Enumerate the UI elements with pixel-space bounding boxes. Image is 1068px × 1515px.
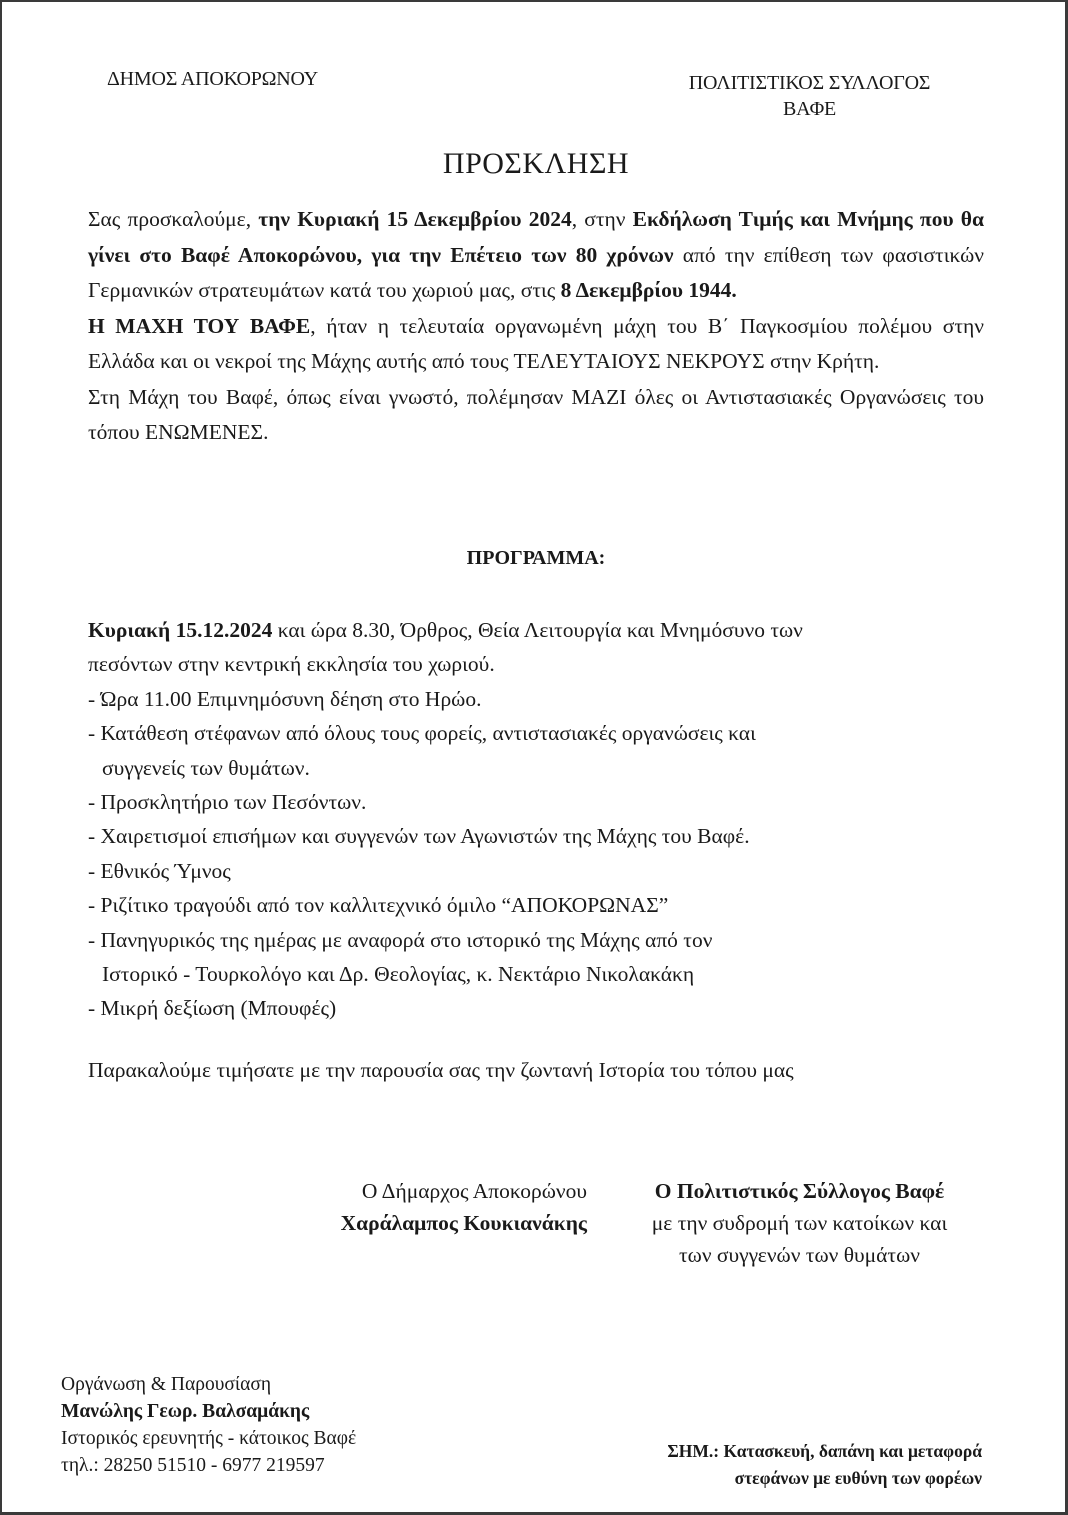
association-note-line1: με την συδρομή των κατοίκων και [651,1211,948,1235]
battle-name: Η ΜΑΧΗ ΤΟΥ ΒΑΦΕ [88,313,311,338]
program-item [88,613,984,647]
intro-text [88,202,984,451]
intro-paragraph-1 [88,202,984,309]
organizer-label: Οργάνωση & Παρουσίαση [61,1374,272,1395]
mayor-signature [222,1175,587,1239]
municipality-header: ΔΗΜΟΣ ΑΠΟΚΟΡΩΝΟΥ [107,68,319,90]
event-date: την Κυριακή 15 Δεκεμβρίου 2024 [258,207,572,231]
intro-text-span: από την επίθεση των φασιστικών Γερμανικών στρατευμάτων κατά του χωριού μας, στις [88,242,984,302]
program-item: - Κατάθεση στέφανων από όλους τους φορείς, αντιστασιακές οργανώσεις και [88,721,756,746]
program-item: - Προσκλητήριο των Πεσόντων. [88,790,367,815]
mayor-name: Χαράλαμπος Κουκιανάκης [340,1211,587,1235]
association-header-line2: ΒΑΦΕ [783,98,836,120]
program-item-continuation: συγγενείς των θυμάτων. [102,755,310,780]
program-list [88,613,984,1026]
organizer-phone: τηλ.: 28250 51510 - 6977 219597 [61,1455,325,1476]
association-signature [602,1175,997,1271]
program-item: πεσόντων στην κεντρική εκκλησία του χωριού. [88,652,495,677]
intro-paragraph-2 [88,309,984,380]
intro-text-span: Σας προσκαλούμε, [88,207,259,231]
program-item: - Εθνικός Ύμνος [88,858,231,883]
association-note-line2: των συγγενών των θυμάτων [679,1243,920,1267]
page-title: ΠΡΟΣΚΛΗΣΗ [442,147,630,180]
program-item: - Μικρή δεξίωση (Μπουφές) [88,996,337,1021]
program-item-continuation: Ιστορικό - Τουρκολόγο και Δρ. Θεολογίας, κ. Νεκτάριο Νικολακάκη [102,962,695,987]
program-date: Κυριακή 15.12.2024 [88,618,273,642]
organizer-role: Ιστορικός ερευνητής - κάτοικος Βαφέ [61,1428,357,1449]
battle-date: 8 Δεκεμβρίου 1944. [560,278,737,302]
association-name: Ο Πολιτιστικός Σύλλογος Βαφέ [654,1179,945,1203]
wreath-note-line2: στεφάνων με ευθύνη των φορέων [734,1468,982,1488]
mayor-role: Ο Δήμαρχος Αποκορώνου [361,1179,587,1203]
organizer-block [61,1371,356,1479]
association-header [652,70,967,122]
intro-paragraph-3: Στη Μάχη του Βαφέ, όπως είναι γνωστό, πολέμησαν ΜΑΖΙ όλες οι Αντιστασιακές Οργανώσεις του τόπου ΕΝΩΜΕΝΕΣ. [88,384,984,444]
program-title: ΠΡΟΓΡΑΜΜΑ: [466,547,606,569]
wreath-note-line1: ΣΗΜ.: Κατασκευή, δαπάνη και μεταφορά [667,1441,982,1461]
intro-text-span: , στην [571,207,633,231]
program-item: - Ώρα 11.00 Επιμνημόσυνη δέηση στο Ηρώο. [88,686,482,711]
program-item: - Πανηγυρικός της ημέρας με αναφορά στο ιστορικό της Μάχης από τον [88,927,713,952]
event-name: Εκδήλωση Τιμής και Μνήμης που θα γίνει στο Βαφέ Αποκορώνου, για την Επέτειο των 80 χρόνων [88,207,985,267]
association-header-line1: ΠΟΛΙΤΙΣΤΙΚΟΣ ΣΥΛΛΟΓΟΣ [688,72,931,94]
wreath-note [562,1438,982,1492]
organizer-name: Μανώλης Γεωρ. Βαλσαμάκης [61,1401,310,1422]
program-item: - Χαιρετισμοί επισήμων και συγγενών των Αγωνιστών της Μάχης του Βαφέ. [88,824,750,849]
program-item-text: και ώρα 8.30, Όρθρος, Θεία Λειτουργία και Μνημόσυνο των [272,618,803,642]
closing-text: Παρακαλούμε τιμήσατε με την παρουσία σας την ζωντανή Ιστορία του τόπου μας [88,1058,794,1082]
program-item: - Ριζίτικο τραγούδι από τον καλλιτεχνικό όμιλο “ΑΠΟΚΟΡΩΝΑΣ” [88,893,669,918]
intro-text-span: , ήταν η τελευταία οργανωμένη μάχη του Β΄ Παγκοσμίου πολέμου στην Ελλάδα και οι νεκροί της Μάχης αυτής από τους ΤΕΛΕΥΤΑΙΟΥΣ ΝΕΚΡΟΥΣ στην Κρήτη. [88,313,984,373]
